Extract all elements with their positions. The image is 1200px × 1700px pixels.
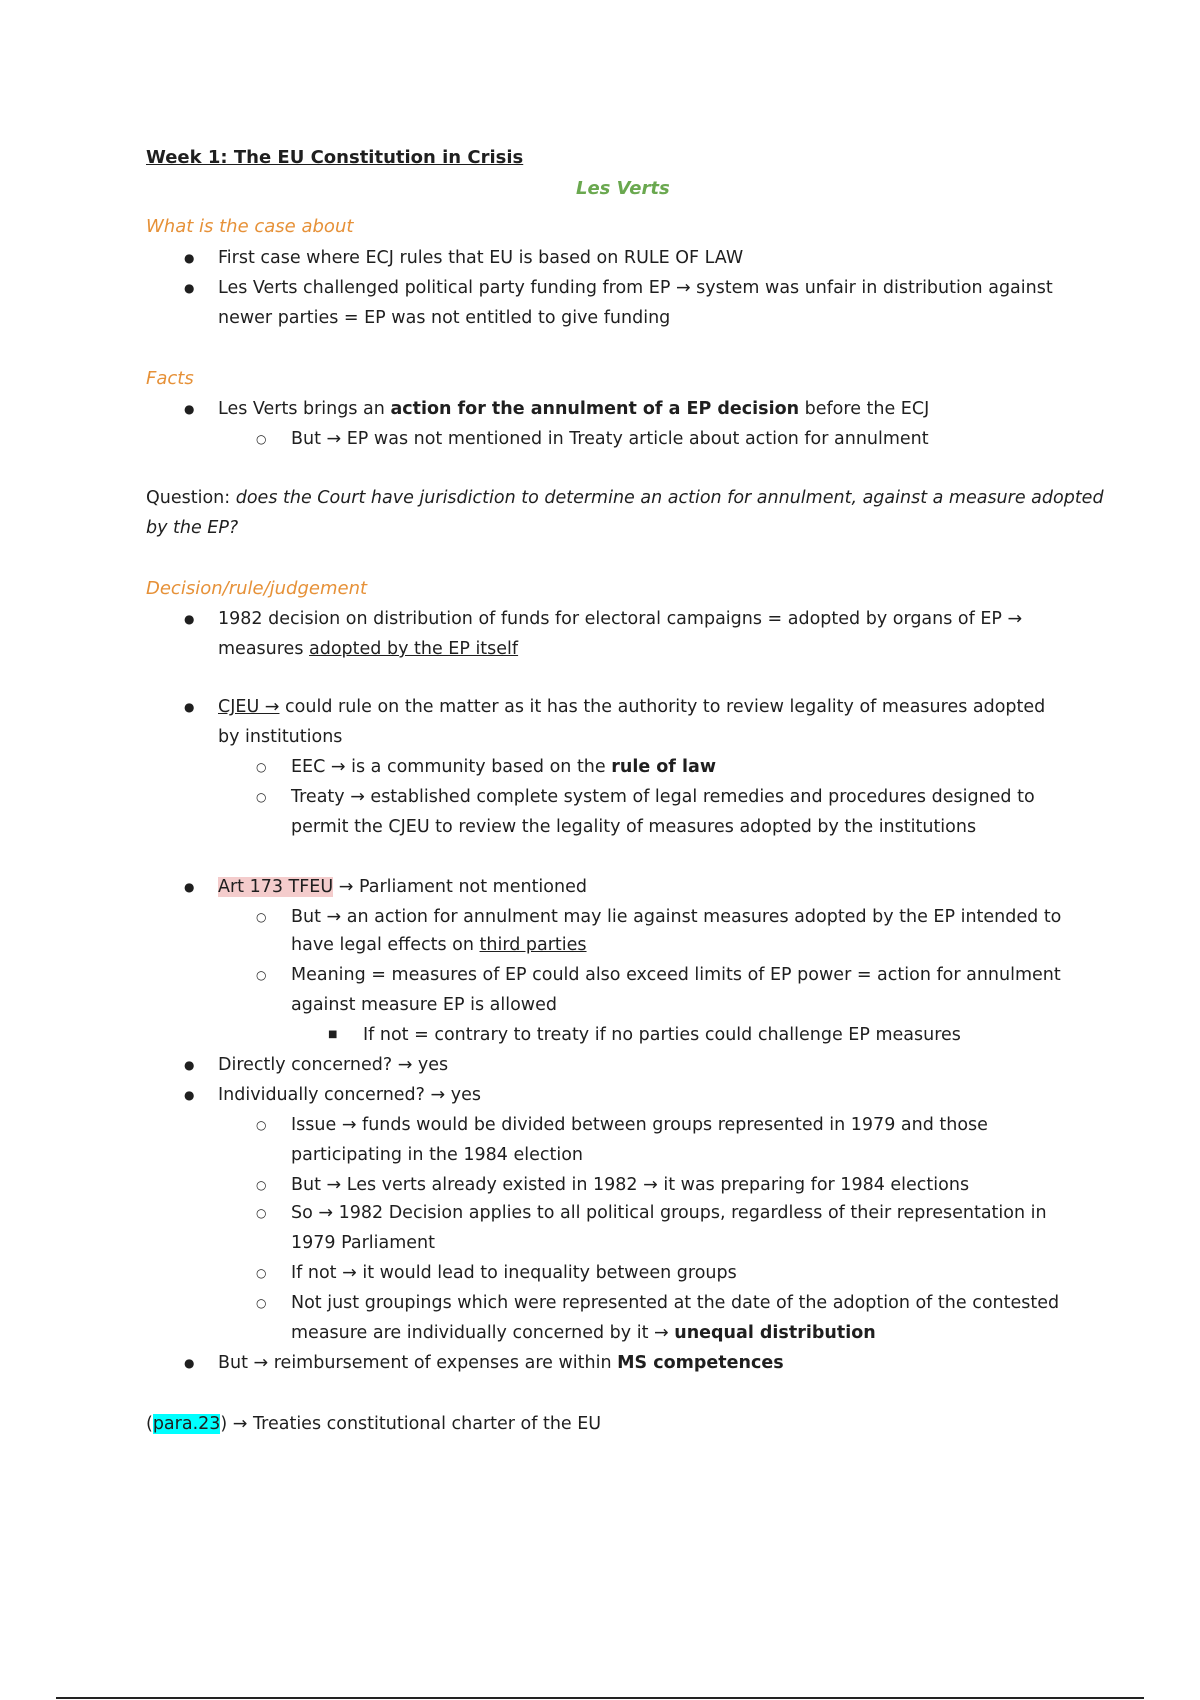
list-item-text: But → Les verts already existed in 1982 → it was preparing for 1984 elections [291, 1175, 970, 1195]
list-item-text: Les Verts brings an action for the annulment of a EP decision before the ECJ [218, 399, 930, 419]
list-item-continuation: permit the CJEU to review the legality of measures adopted by the institutions [291, 817, 977, 837]
question-continuation: by the EP? [146, 518, 239, 538]
list-item-text: 1982 decision on distribution of funds for electoral campaigns = adopted by organs of EP → [218, 609, 1023, 629]
list-item-text: So → 1982 Decision applies to all political groups, regardless of their representation in [291, 1203, 1047, 1223]
hollow-bullet-icon: ○ [256, 1118, 267, 1132]
list-item-text: If not = contrary to treaty if no parties could challenge EP measures [363, 1025, 961, 1045]
bullet-icon: ● [184, 880, 195, 894]
list-item-continuation: measures adopted by the EP itself [218, 639, 519, 659]
bullet-icon: ● [184, 281, 195, 295]
bullet-icon: ● [184, 251, 195, 265]
list-item-text: Individually concerned? → yes [218, 1085, 481, 1105]
section-heading-about: What is the case about [146, 216, 354, 237]
section-heading-facts: Facts [146, 368, 194, 389]
section-heading-decision: Decision/rule/judgement [146, 578, 368, 599]
list-item-text: But → an action for annulment may lie against measures adopted by the EP intended to [291, 907, 1062, 927]
list-item-continuation: measure are individually concerned by it → unequal distribution [291, 1323, 876, 1343]
list-item-continuation: 1979 Parliament [291, 1233, 435, 1253]
hollow-bullet-icon: ○ [256, 968, 267, 982]
list-item-text: EEC → is a community based on the rule of law [291, 757, 716, 777]
bullet-icon: ● [184, 700, 195, 714]
list-item-text: Treaty → established complete system of legal remedies and procedures designed to [291, 787, 1035, 807]
bullet-icon: ● [184, 612, 195, 626]
hollow-bullet-icon: ○ [256, 1296, 267, 1310]
list-item-text: Issue → funds would be divided between groups represented in 1979 and those [291, 1115, 988, 1135]
hollow-bullet-icon: ○ [256, 1266, 267, 1280]
list-item-continuation: by institutions [218, 727, 343, 747]
list-item-text: Directly concerned? → yes [218, 1055, 449, 1075]
list-item-continuation: against measure EP is allowed [291, 995, 557, 1015]
list-item-text: Art 173 TFEU → Parliament not mentioned [218, 877, 587, 897]
hollow-bullet-icon: ○ [256, 760, 267, 774]
list-item-text: If not → it would lead to inequality between groups [291, 1263, 737, 1283]
hollow-bullet-icon: ○ [256, 790, 267, 804]
list-item-continuation: participating in the 1984 election [291, 1145, 583, 1165]
bullet-icon: ● [184, 1356, 195, 1370]
hollow-bullet-icon: ○ [256, 432, 267, 446]
square-bullet-icon: ■ [328, 1029, 338, 1040]
list-item-text: But → reimbursement of expenses are within MS competences [218, 1353, 784, 1373]
para-reference: (para.23) → Treaties constitutional charter of the EU [146, 1414, 602, 1434]
list-item-text: First case where ECJ rules that EU is based on RULE OF LAW [218, 248, 744, 268]
page-bottom-rule [56, 1697, 1144, 1699]
bullet-icon: ● [184, 1088, 195, 1102]
list-item-text: Les Verts challenged political party funding from EP → system was unfair in distribution against [218, 278, 1053, 298]
hollow-bullet-icon: ○ [256, 1206, 267, 1220]
list-item-text: CJEU → could rule on the matter as it has the authority to review legality of measures adopted [218, 697, 1046, 717]
case-name: Les Verts [576, 178, 670, 199]
list-item-text: Not just groupings which were represented at the date of the adoption of the contested [291, 1293, 1060, 1313]
hollow-bullet-icon: ○ [256, 1178, 267, 1192]
hollow-bullet-icon: ○ [256, 910, 267, 924]
list-item-text: Meaning = measures of EP could also exceed limits of EP power = action for annulment [291, 965, 1061, 985]
list-item-continuation: have legal effects on third parties [291, 935, 587, 955]
page-title: Week 1: The EU Constitution in Crisis [146, 147, 524, 168]
bullet-icon: ● [184, 1058, 195, 1072]
list-item-continuation: newer parties = EP was not entitled to give funding [218, 308, 671, 328]
question-line: Question: does the Court have jurisdiction to determine an action for annulment, against a measure adopted [146, 488, 1104, 508]
list-item-text: But → EP was not mentioned in Treaty article about action for annulment [291, 429, 929, 449]
bullet-icon: ● [184, 402, 195, 416]
